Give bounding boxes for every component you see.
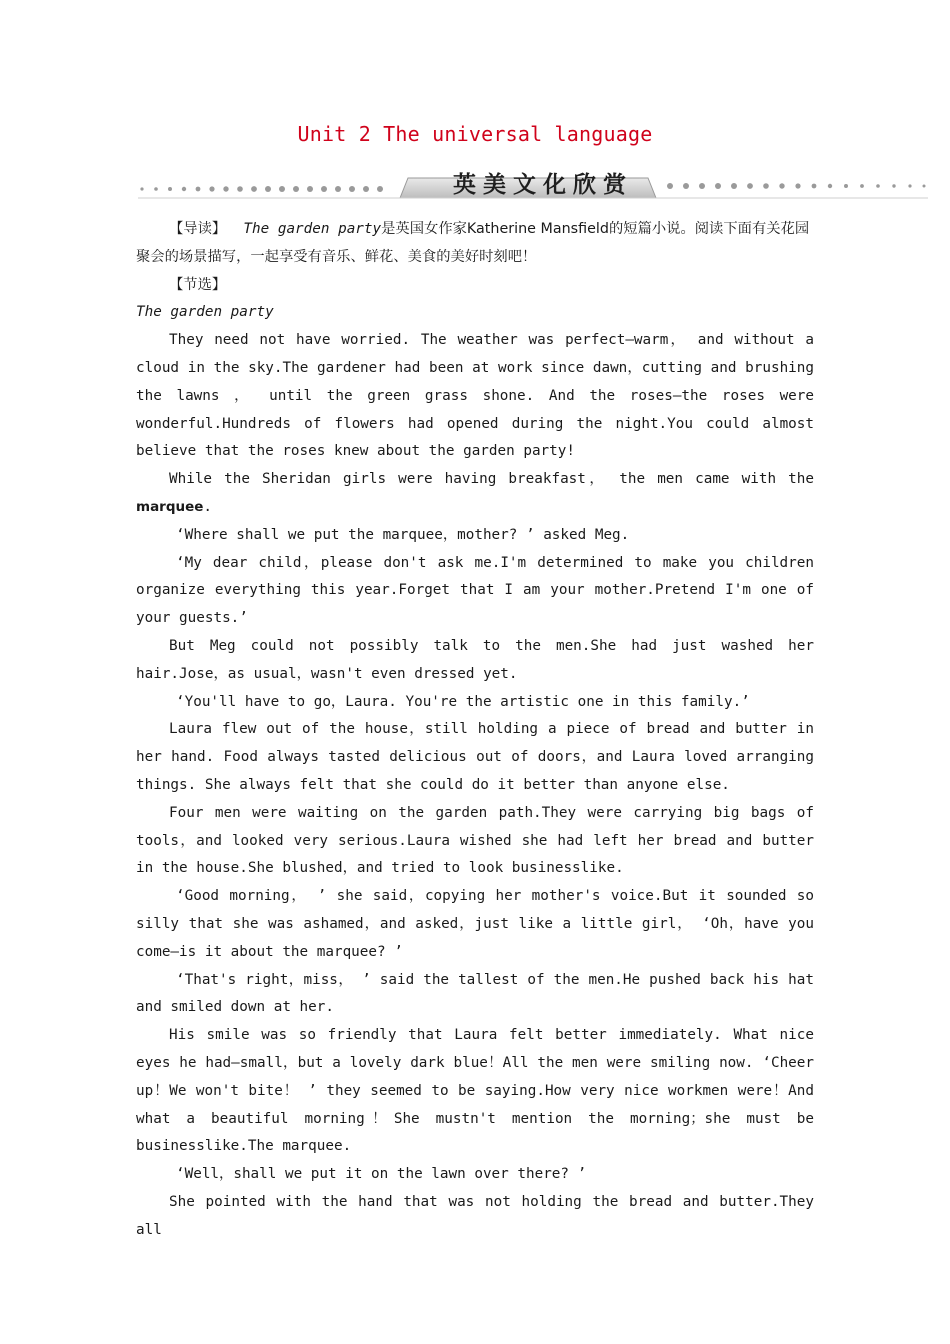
story-paragraph-marquee	[136, 466, 814, 522]
intro-book-title: The garden party	[243, 221, 382, 237]
marquee-para-end: .	[203, 498, 213, 515]
article-body	[136, 216, 814, 1244]
marquee-para-text: While the Sheridan girls were having breakfast， the men came with the	[169, 471, 814, 488]
story-paragraph-10: His smile was so friendly that Laura felt better immediately. What nice eyes he had—small，but a lovely dark blue！All the men were smiling now. ‘Cheer up！We won't bite！ ’ they seemed to be saying.How very nice workmen were！And what a beautiful morning！She mustn't mention the morning；she must be businesslike.The marquee.	[136, 1027, 814, 1155]
intro-paragraph	[136, 216, 814, 272]
story-paragraph-4: But Meg could not possibly talk to the men.She had just washed her hair.Jose，as usual，wasn't even dressed yet.	[136, 637, 814, 682]
story-paragraph-1: They need not have worried. The weather was perfect—warm， and without a cloud in the sky.The gardener had been at work since dawn，cutting and brushing the lawns ， until the green grass shone. And the roses—the roses were wonderful.Hundreds of flowers had opened during the night.You could almost believe that the roses knew about the garden party!	[136, 332, 814, 460]
story-title: The garden party	[136, 304, 274, 321]
story-paragraph-5: ‘You'll have to go，Laura. You're the artistic one in this family.’	[176, 693, 750, 710]
story-paragraph-8: ‘Good morning， ’ she said，copying her mother's voice.But it sounded so silly that she was ashamed，and asked，just like a little girl， ‘Oh，have you come—is it about the marquee? ’	[136, 888, 814, 960]
excerpt-tag-label: 【节选】	[169, 276, 227, 293]
story-paragraph-6: Laura flew out of the house，still holding a piece of bread and butter in her hand. Food always tasted delicious out of doors，and Laura loved arranging things. She always felt that she could do it better than anyone else.	[136, 721, 814, 793]
unit-title: Unit 2 The universal language	[297, 122, 653, 146]
story-paragraph-12: She pointed with the hand that was not holding the bread and butter.They all	[136, 1193, 814, 1238]
story-paragraph-9: ‘That's right，miss， ’ said the tallest of the men.He pushed back his hat and smiled down at her.	[136, 971, 814, 1016]
story-paragraph-11: ‘Well，shall we put it on the lawn over there? ’	[176, 1166, 587, 1183]
story-paragraph-7: Four men were waiting on the garden path.They were carrying big bags of tools，and looked very serious.Laura wished she had left her bread and butter in the house.She blushed，and tried to look businesslike.	[136, 804, 814, 877]
intro-text: 是英国女作家Katherine Mansfield的短篇小说。阅读下面有关花园聚会的场景描写，一起享受有音乐、鲜花、美食的美好时刻吧！	[136, 221, 810, 265]
story-paragraph-2: ‘Where shall we put the marquee，mother? ’ asked Meg.	[176, 526, 630, 543]
intro-tag: 【导读】	[169, 221, 227, 237]
gloss-word: marquee	[136, 498, 204, 515]
excerpt-tag	[136, 272, 814, 300]
banner-label: 英美文化欣赏	[453, 172, 633, 198]
story-paragraph-3: ‘My dear child，please don't ask me.I'm determined to make you children organize everything this year.Forget that I am your mother.Pretend I'm one of your guests.’	[136, 554, 814, 627]
section-banner	[138, 164, 928, 200]
